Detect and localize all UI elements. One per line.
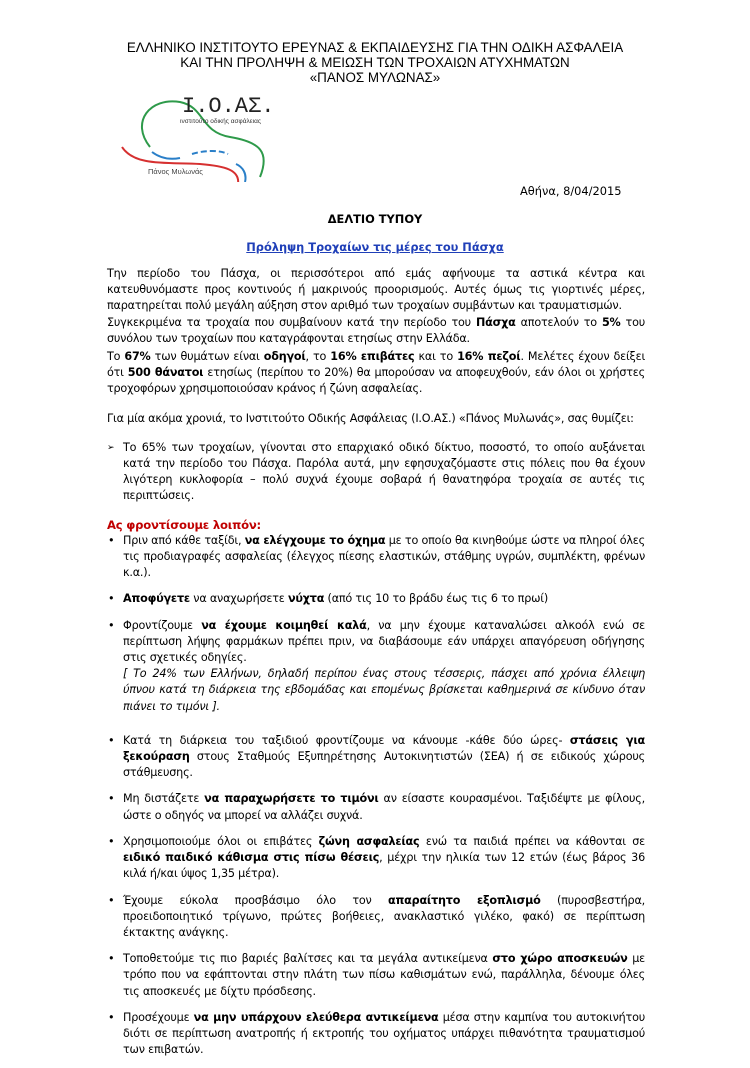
ioas-logo [110,92,290,182]
header-line-3: «ΠΑΝΟΣ ΜΥΛΩΝΑΣ» [309,70,441,85]
intro-paragraph-4: Για μία ακόμα χρονιά, το Ινστιτούτο Οδικής Ασφάλειας (Ι.Ο.ΑΣ.) «Πάνος Μυλωνάς», σας θυμίζει: [107,411,634,425]
svg-text:ινστιτούτο οδικής ασφάλειας: ινστιτούτο οδικής ασφάλειας [180,118,261,125]
release-date: Αθήνα, 8/04/2015 [520,184,622,198]
tips-list [107,533,645,1058]
bullet-icon: • [108,834,115,848]
bullet-icon: • [108,952,115,966]
list-item: • Φροντίζουμε να έχουμε κοιμηθεί καλά, να μην έχουμε καταναλώσει αλκοόλ ενώ σε περίπτωση λήψης φαρμάκων πρέπει πριν, να διαβάσουμε εάν υπάρχει απαγόρευση οδήγησης στις σχετικές οδηγίες. [ Το 24% των Ελλήνων, δηλαδή περίπου ένας στους τέσσερις, πάσχει από χρόνια έλλειψη ύπνου κατά τη διάρκεια της εβδομάδας και επομένως βρίσκεται καθημερινά σε κίνδυνο όταν πιάνει το τιμόνι ]. [108,618,646,713]
svg-text:Ι.Ο.ΑΣ.: Ι.Ο.ΑΣ. [182,94,275,119]
list-item: • Πριν από κάθε ταξίδι, να ελέγχουμε το όχημα με το οποίο θα κινηθούμε ώστε να πληροί όλες τις προδιαγραφές ασφαλείας (έλεγχος πίεσης ελαστικών, στάθμης υγρών, συμπλέκτη, φρένων κ.α.). [108,533,645,580]
list-item: • Χρησιμοποιούμε όλοι οι επιβάτες ζώνη ασφαλείας ενώ τα παιδιά πρέπει να κάθονται σε ειδικό παιδικό κάθισμα στις πίσω θέσεις, μέχρι την ηλικία των 12 ετών (έως βάρος 36 κιλά ή/και ύψος 1,35 μέτρα). [108,834,645,881]
list-item: • Προσέχουμε να μην υπάρχουν ελεύθερα αντικείμενα μέσα στην καμπίνα του αυτοκινήτου διότι σε περίπτωση ανατροπής ή εκτροπής του οχήματος υπάρχει πιθανότητα τραυματισμού των επιβατών. [108,1010,645,1057]
list-item: • Τοποθετούμε τις πιο βαριές βαλίτσες και τα μεγάλα αντικείμενα στο χώρο αποσκευών με τρόπο που να εφάπτονται στην πλάτη των πίσω καθισμάτων ενώ, παράλληλα, δένουμε όλες τις αποσκευές με δίχτυ πρόσδεσης. [108,952,645,998]
logo-swoosh-icon [110,92,290,182]
bullet-icon: • [108,592,115,606]
bullet-icon: • [108,733,115,747]
list-item: • Κατά τη διάρκεια του ταξιδιού φροντίζουμε να κάνουμε -κάθε δύο ώρες- στάσεις για ξεκούραση στους Σταθμούς Εξυπηρέτησης Αυτοκινητιστών (ΣΕΑ) ή σε ειδικούς χώρους στάθμευσης. [108,733,645,780]
intro-paragraph-1: Την περίοδο του Πάσχα, οι περισσότεροι από εμάς αφήνουμε τα αστικά κέντρα και κατευθυνόμαστε προς κοντινούς ή μακρινούς προορισμούς. Αυτές όμως τις γιορτινές μέρες, παρατηρείται πολύ μεγάλη αύξηση στον αριθμό των τροχαίων συμβάντων και τραυματισμών. [107,267,645,313]
bullet-icon: • [108,1010,115,1024]
header-line-2: ΚΑΙ ΤΗΝ ΠΡΟΛΗΨΗ & ΜΕΙΩΣΗ ΤΩΝ ΤΡΟΧΑΙΩΝ ΑΤΥΧΗΜΑΤΩΝ [180,55,570,70]
bullet-icon: • [108,618,115,632]
main-content [107,266,645,1068]
list-item: • Έχουμε εύκολα προσβάσιμο όλο τον απαραίτητο εξοπλισμό (πυροσβεστήρα, προειδοποιητικό τρίγωνο, πρώτες βοήθειες, ανακλαστικό γιλέκο, φακό) σε περίπτωση έκτακτης ανάγκης. [108,893,645,939]
list-item: • Μη διστάζετε να παραχωρήσετε το τιμόνι αν είσαστε κουρασμένοι. Ταξιδέψτε με φίλους, ώστε ο οδηγός να μπορεί να αλλάζει συχνά. [108,792,645,822]
bullet-icon: • [108,792,115,806]
intro-paragraph-2: Συγκεκριμένα τα τροχαία που συμβαίνουν κατά την περίοδο του Πάσχα αποτελούν το 5% του συνόλου των τροχαίων που καταγράφονται ετησίως στην Ελλάδα. [107,315,646,345]
subtitle-link[interactable]: Πρόληψη Τροχαίων τις μέρες του Πάσχα [246,240,504,254]
svg-text:Πάνος Μυλωνάς: Πάνος Μυλωνάς [148,167,203,176]
arrow-item-text: Το 65% των τροχαίων, γίνονται στο επαρχιακό οδικό δίκτυο, ποσοστό, το οποίο αυξάνεται κατά την περίοδο του Πάσχα. Παρόλα αυτά, μην εφησυχαζόμαστε στις πόλεις που θα έχουν λιγότερη κυκλοφορία – πολύ συχνά έχουμε σοβαρά ή θανατηφόρα τροχαία σε αυτές τις περιπτώσεις. [123,440,645,503]
institute-header [100,40,650,85]
intro-paragraph-3: Το 67% των θυμάτων είναι οδηγοί, το 16% επιβάτες και το 16% πεζοί. Μελέτες έχουν δείξει ότι 500 θάνατοι ετησίως (περίπου το 20%) θα μπορούσαν να αποφευχθούν, εάν όλοι οι χρήστες τροχοφόρων χρησιμοποιούσαν κράνος ή ζώνη ασφαλείας. [107,350,646,396]
list-item: • Αποφύγετε να αναχωρήσετε νύχτα (από τις 10 το βράδυ έως τις 6 το πρωί) [107,591,645,607]
bullet-icon: • [108,893,115,907]
sleep-statistic-note: [ Το 24% των Ελλήνων, δηλαδή περίπου ένας στους τέσσερις, πάσχει από χρόνια έλλειψη ύπνου κατά τη διάρκεια της εβδομάδας και επομένως βρίσκεται καθημερινά σε κίνδυνο όταν πιάνει το τιμόνι ]. [123,667,645,713]
bullet-icon: • [108,533,115,547]
arrow-list-item [107,440,645,505]
header-line-1: ΕΛΛΗΝΙΚΟ ΙΝΣΤΙΤΟΥΤΟ ΕΡΕΥΝΑΣ & ΕΚΠΑΙΔΕΥΣΗΣ ΓΙΑ ΤΗΝ ΟΔΙΚΗ ΑΣΦΑΛΕΙΑ [126,40,624,55]
page-title: ΔΕΛΤΙΟ ΤΥΠΟΥ [327,212,423,226]
tips-heading: Ας φροντίσουμε λοιπόν: [107,517,261,532]
arrow-bullet-icon: ➢ [107,442,115,453]
